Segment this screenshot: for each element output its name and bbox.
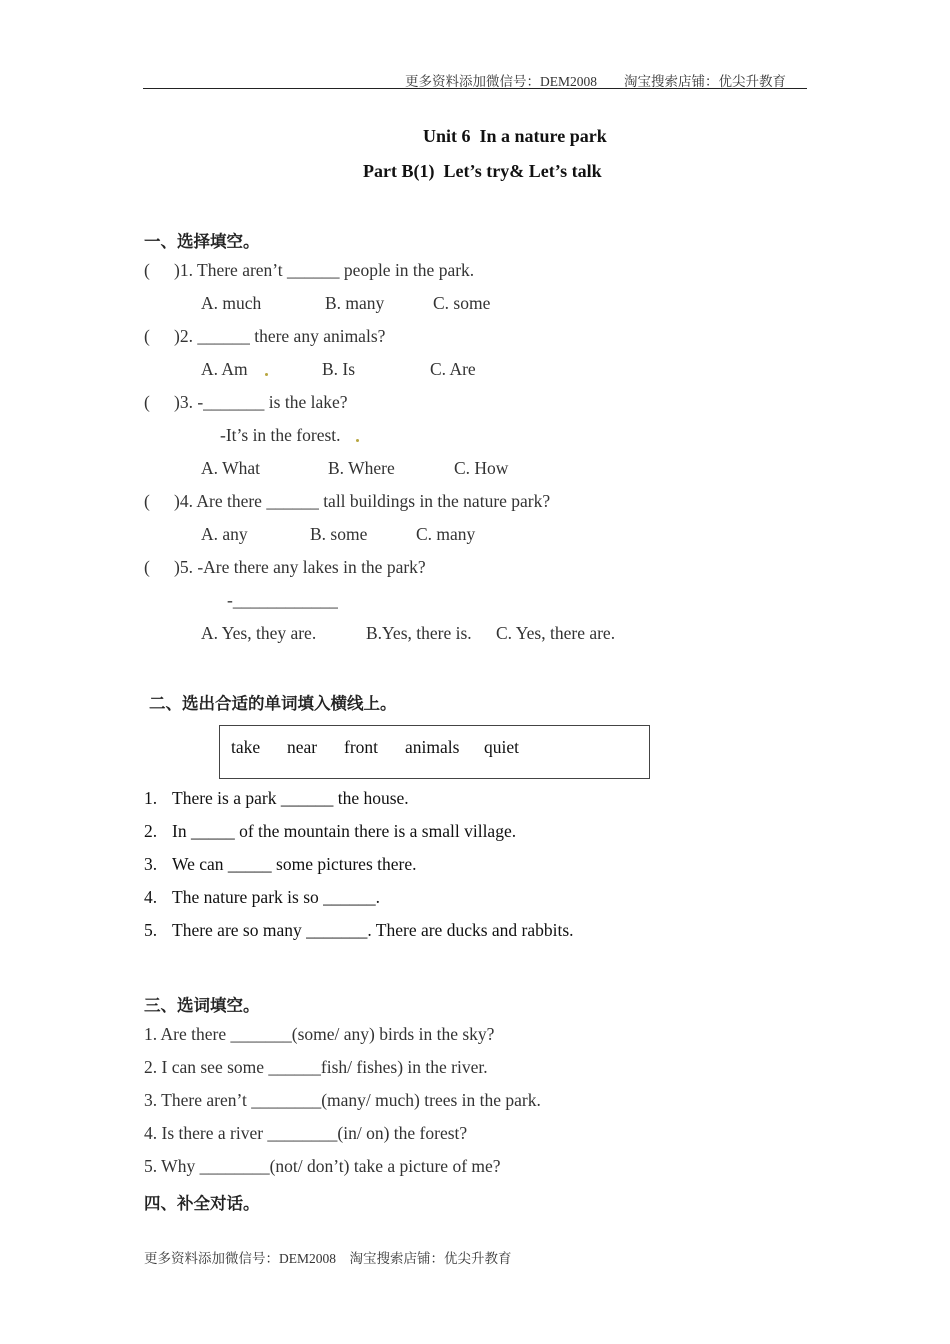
answer-bracket: ( [144, 326, 150, 346]
question-stem: )4. Are there ______ tall buildings in the nature park? [174, 491, 551, 511]
item-number: 1. [144, 788, 158, 808]
question-stem: )1. There aren’t ______ people in the park. [174, 260, 475, 280]
answer-bracket: ( [144, 392, 150, 412]
section4-heading: 四、补全对话。 [144, 1194, 260, 1213]
option: C. How [454, 458, 509, 478]
option: A. much [201, 293, 262, 313]
answer-bracket: ( [144, 557, 150, 577]
word-bank-item: quiet [484, 737, 519, 757]
word-bank-item: near [287, 737, 318, 757]
fill-sentence: We can _____ some pictures there. [172, 854, 417, 874]
word-bank-item: animals [405, 737, 460, 757]
option: B. some [310, 524, 368, 544]
word-bank-item: take [231, 737, 261, 757]
item-number: 5. [144, 920, 158, 940]
option: A. Am [201, 359, 248, 379]
option: B.Yes, there is. [366, 623, 472, 643]
fill-sentence: There is a park ______ the house. [172, 788, 409, 808]
option: B. Is [322, 359, 356, 379]
option: A. Yes, they are. [201, 623, 317, 643]
option: B. many [325, 293, 385, 313]
fill-sentence: The nature park is so ______. [172, 887, 381, 907]
header-rule [143, 88, 807, 89]
fill-sentence: There are so many _______. There are ducks and rabbits. [172, 920, 574, 940]
question-stem: )5. -Are there any lakes in the park? [174, 557, 426, 577]
section3-heading: 三、选词填空。 [144, 996, 260, 1015]
answer-line: -____________ [227, 590, 338, 610]
answer-bracket: ( [144, 260, 150, 280]
question-stem: )2. ______ there any animals? [174, 326, 386, 346]
option: C. many [416, 524, 476, 544]
part-title: Part B(1) Let’s try& Let’s talk [363, 161, 602, 181]
answer-line: -It’s in the forest. [220, 425, 341, 445]
option: A. any [201, 524, 248, 544]
decorative-dot [356, 439, 359, 442]
choice-sentence: 5. Why ________(not/ don’t) take a picture of me? [144, 1156, 501, 1176]
item-number: 2. [144, 821, 158, 841]
word-bank-item: front [344, 737, 379, 757]
page-footer: 更多资料添加微信号：DEM2008 淘宝搜索店铺：优尖升教育 [144, 1251, 512, 1266]
answer-bracket: ( [144, 491, 150, 511]
choice-sentence: 1. Are there _______(some/ any) birds in the sky? [144, 1024, 495, 1044]
page-header: 更多资料添加微信号：DEM2008 淘宝搜索店铺：优尖升教育 [405, 74, 786, 89]
option: C. Yes, there are. [496, 623, 616, 643]
choice-sentence: 4. Is there a river ________(in/ on) the forest? [144, 1123, 468, 1143]
item-number: 4. [144, 887, 158, 907]
section1-heading: 一、选择填空。 [144, 232, 260, 251]
option: C. some [433, 293, 491, 313]
question-stem: )3. -_______ is the lake? [174, 392, 348, 412]
item-number: 3. [144, 854, 158, 874]
choice-sentence: 3. There aren’t ________(many/ much) trees in the park. [144, 1090, 541, 1110]
unit-title: Unit 6 In a nature park [423, 126, 607, 146]
option: A. What [201, 458, 260, 478]
choice-sentence: 2. I can see some ______fish/ fishes) in the river. [144, 1057, 488, 1077]
option: B. Where [328, 458, 395, 478]
decorative-dot [265, 373, 268, 376]
section2-heading: 二、选出合适的单词填入横线上。 [149, 694, 397, 713]
option: C. Are [430, 359, 476, 379]
fill-sentence: In _____ of the mountain there is a small village. [172, 821, 517, 841]
